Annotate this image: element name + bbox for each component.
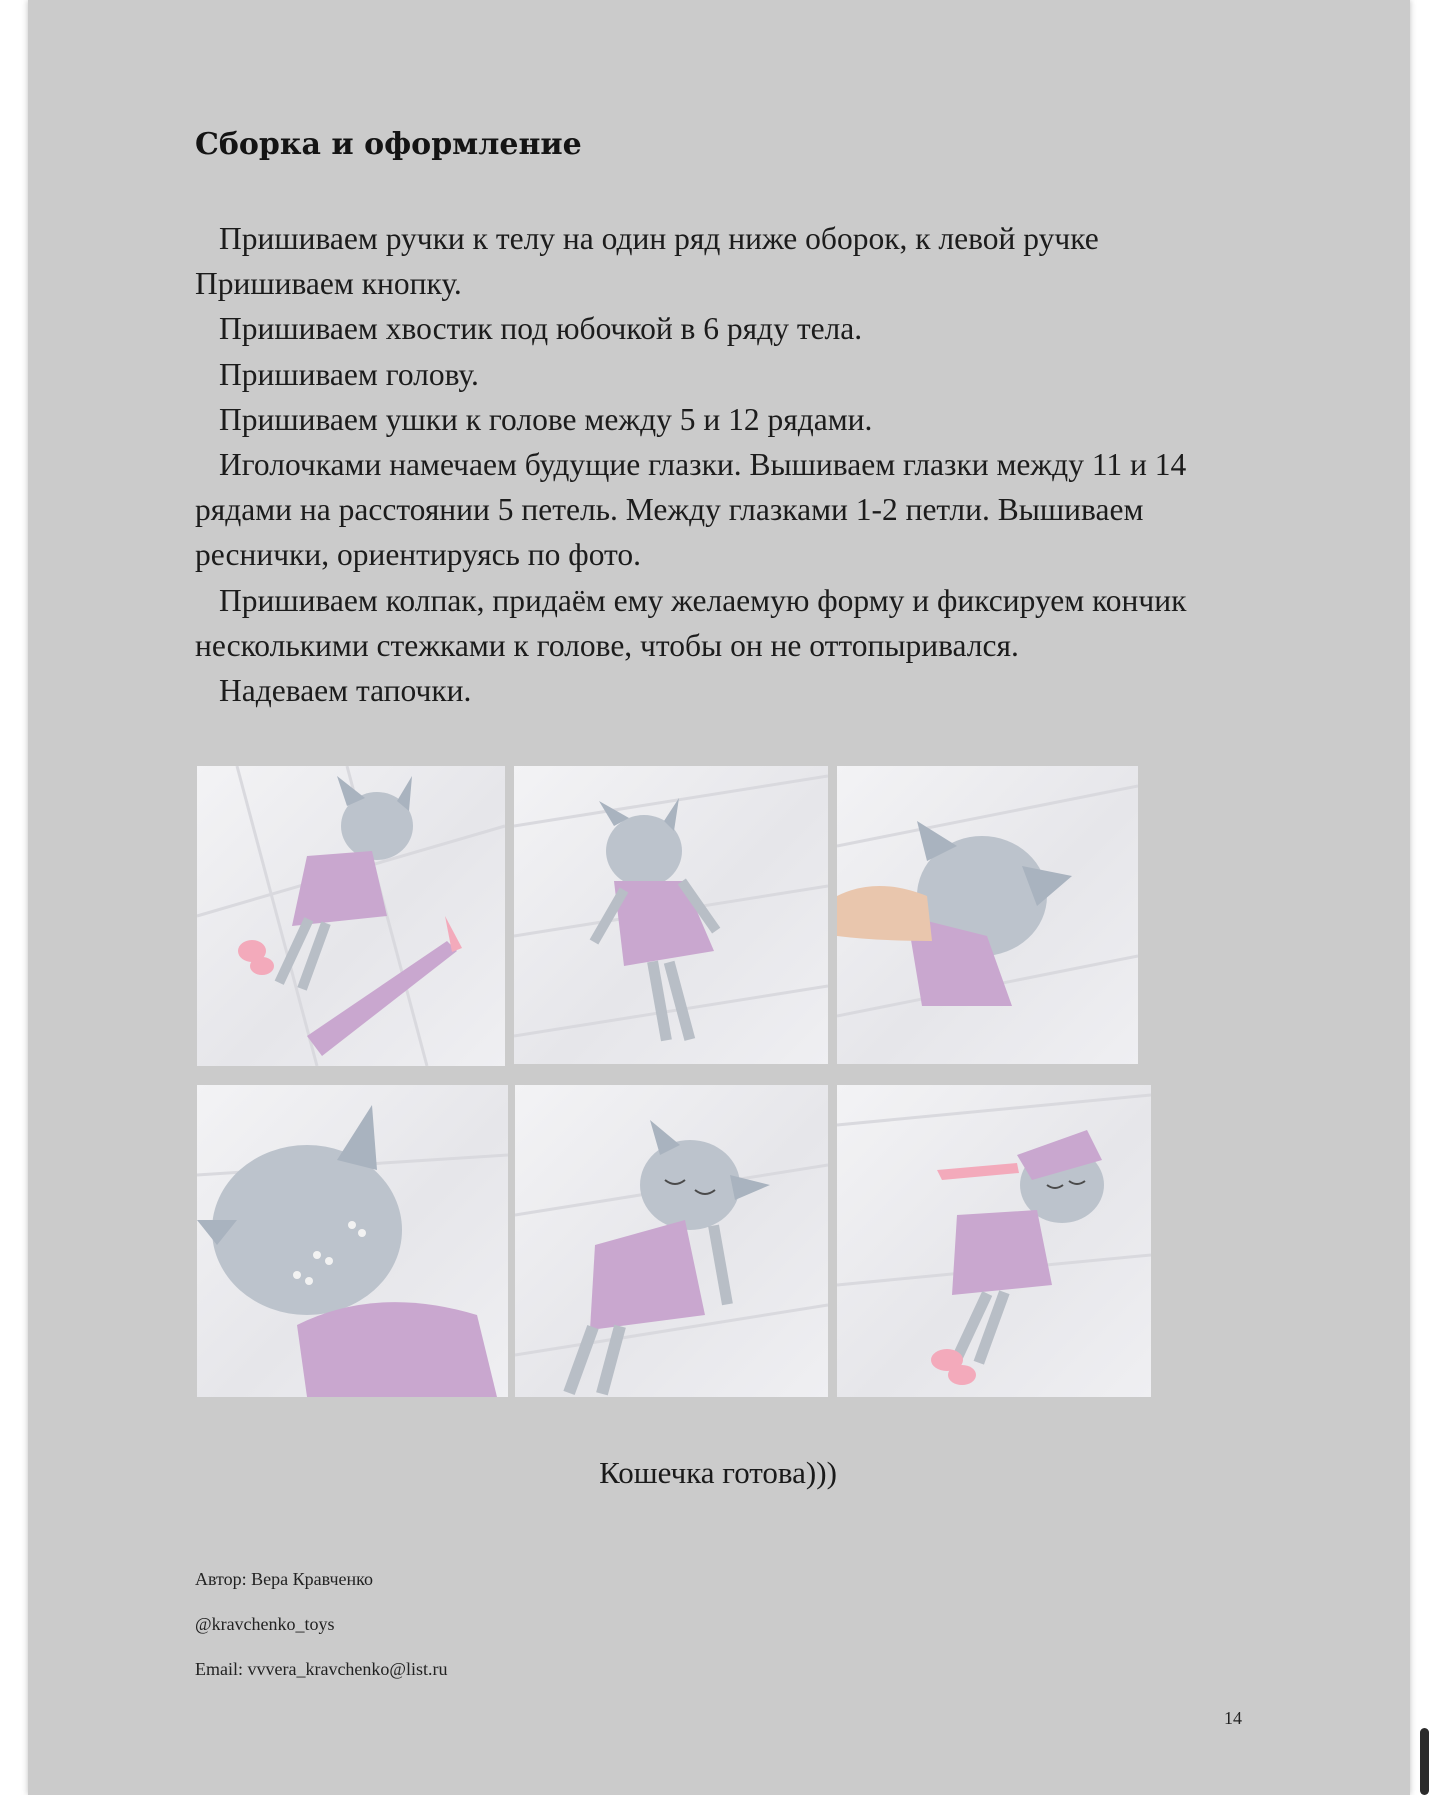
instructions-text: [195, 216, 1225, 713]
photo-cat-eyes-marked: [197, 1085, 508, 1397]
photo-cat-assembled: [514, 766, 828, 1064]
photo-cat-parts: [197, 766, 505, 1066]
photo-cat-in-hand: [837, 766, 1138, 1064]
paragraph-eyes: Иголочками намечаем будущие глазки. Вышиваем глазки между 11 и 14 рядами на расстоянии 5 петель. Между глазками 1-2 петли. Вышиваем реснички, ориентируясь по фото.: [195, 447, 1187, 573]
caption-text: Кошечка готова))): [599, 1455, 837, 1490]
email-line: Email: vvvera_kravchenko@list.ru: [195, 1659, 448, 1679]
photo-cat-eyes-embroidered: [515, 1085, 828, 1397]
paragraph-arms: Пришиваем ручки к телу на один ряд ниже оборок, к левой ручке Пришиваем кнопку.: [195, 221, 1099, 302]
paragraph-slippers: Надеваем тапочки.: [219, 673, 472, 709]
caption-finished: [0, 1455, 1440, 1491]
paragraph-ears: Пришиваем ушки к голове между 5 и 12 рядами.: [219, 401, 873, 437]
credits-block: [195, 1567, 448, 1702]
page-number: 14: [1224, 1708, 1242, 1728]
scrollbar-thumb[interactable]: [1420, 1728, 1429, 1795]
paragraph-head: Пришиваем голову.: [219, 356, 479, 392]
handle-line: @kravchenko_toys: [195, 1614, 335, 1634]
paragraph-hat: Пришиваем колпак, придаём ему желаемую форму и фиксируем кончик несколькими стежками к голове, чтобы он не оттопыривался.: [195, 582, 1187, 663]
photo-cat-finished: [837, 1085, 1151, 1397]
paragraph-tail: Пришиваем хвостик под юбочкой в 6 ряду тела.: [219, 311, 863, 347]
author-line: Автор: Вера Кравченко: [195, 1569, 373, 1589]
section-title: Сборка и оформление: [195, 127, 582, 162]
